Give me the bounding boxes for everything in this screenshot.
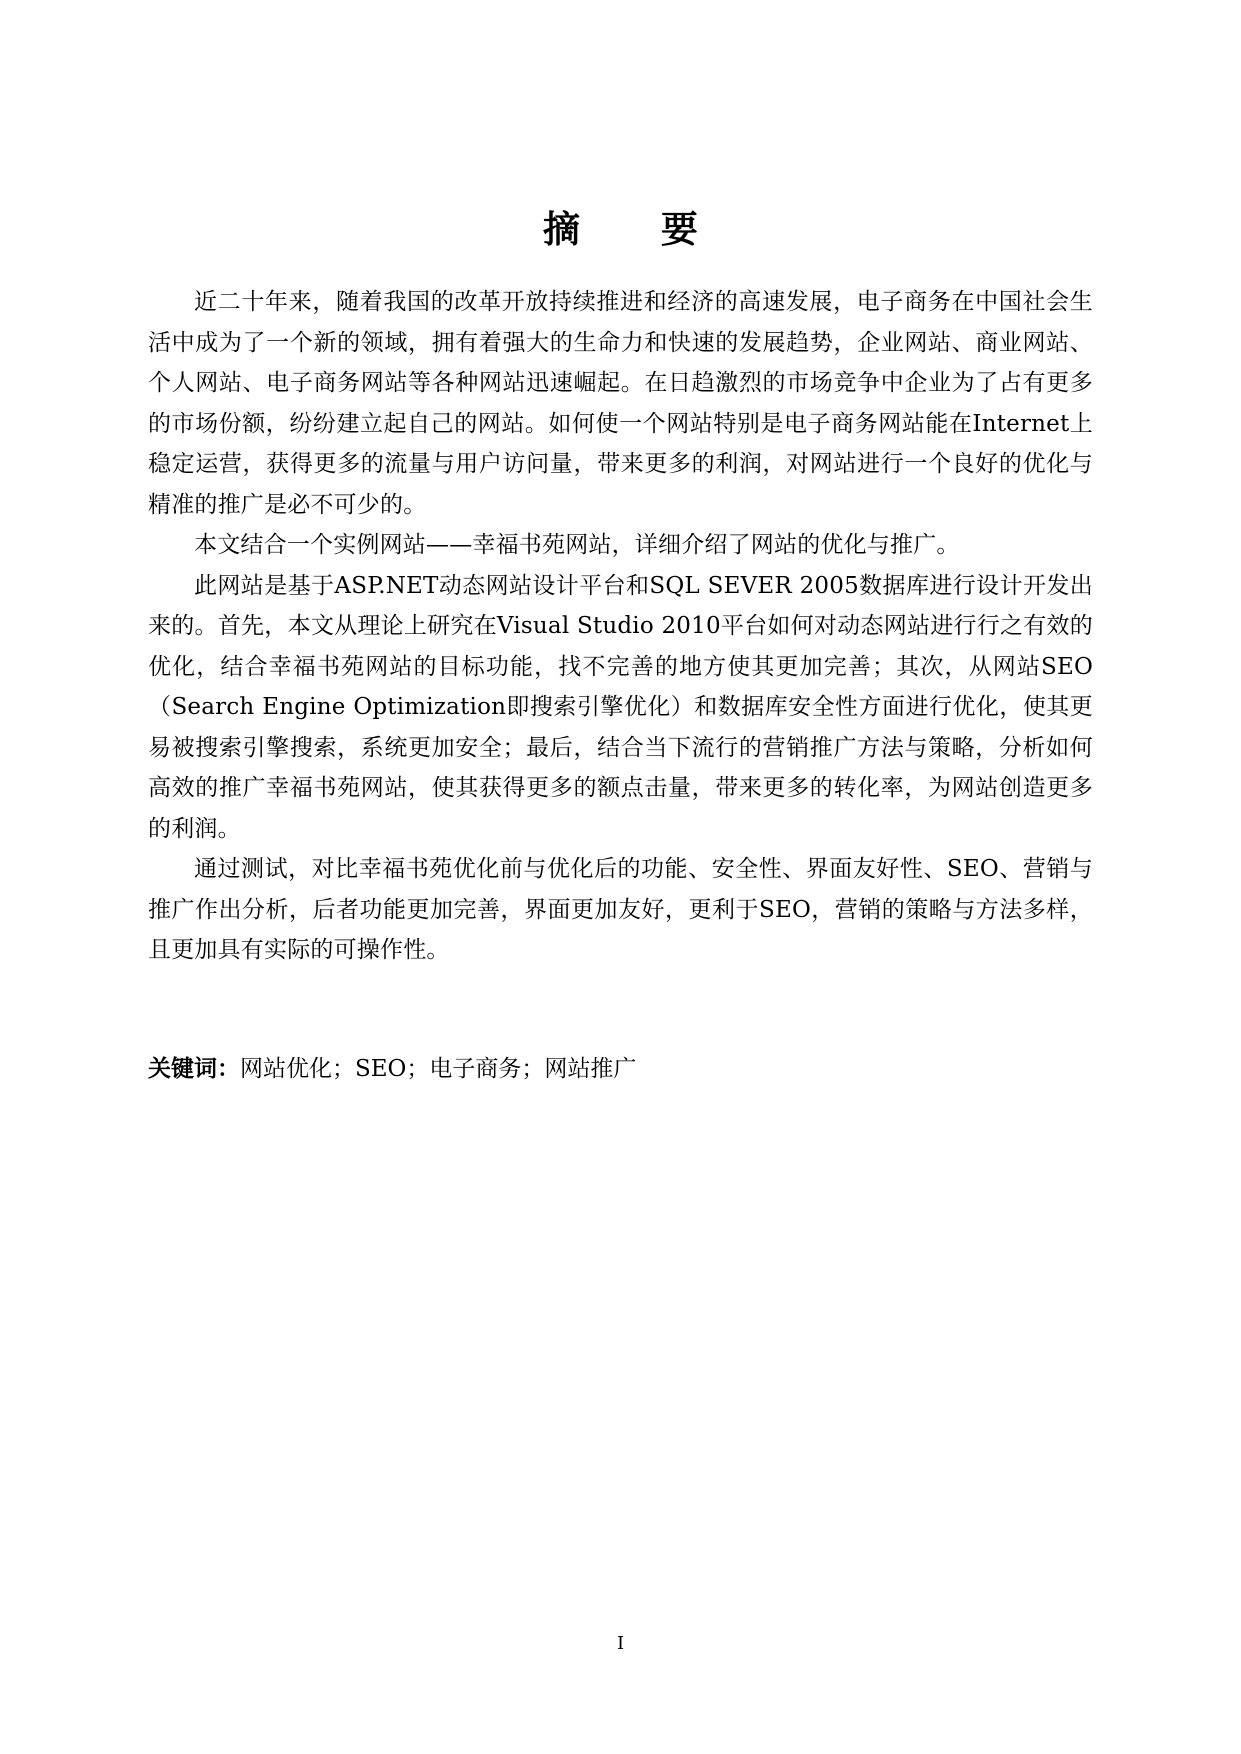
keywords-line xyxy=(148,1049,1093,1089)
page-number: I xyxy=(616,1633,625,1654)
abstract-paragraph-1: 近二十年来，随着我国的改革开放持续推进和经济的高速发展，电子商务在中国社会生活中成为了一个新的领域，拥有着强大的生命力和快速的发展趋势，企业网站、商业网站、个人网站、电子商务网站等各种网站迅速崛起。在日趋激烈的市场竞争中企业为了占有更多的市场份额，纷纷建立起自己的网站。如何使一个网站特别是电子商务网站能在Internet上稳定运营，获得更多的流量与用户访问量，带来更多的利润，对网站进行一个良好的优化与精准的推广是必不可少的。 xyxy=(148,289,1093,518)
keywords-value: 网站优化；SEO；电子商务；网站推广 xyxy=(240,1056,637,1082)
keywords-label: 关键词： xyxy=(148,1056,240,1082)
abstract-paragraph-4: 通过测试，对比幸福书苑优化前与优化后的功能、安全性、界面友好性、SEO、营销与推广作出分析，后者功能更加完善，界面更加友好，更利于SEO，营销的策略与方法多样，且更加具有实际的可操作性。 xyxy=(148,856,1093,963)
page-title: 摘 要 xyxy=(543,208,732,251)
abstract-paragraph-2: 本文结合一个实例网站——幸福书苑网站，详细介绍了网站的优化与推广。 xyxy=(194,532,960,558)
abstract-paragraph-3: 此网站是基于ASP.NET动态网站设计平台和SQL SEVER 2005数据库进行设计开发出来的。首先，本文从理论上研究在Visual Studio 2010平台如何对动态网站进行行之有效的优化，结合幸福书苑网站的目标功能，找不完善的地方使其更加完善；其次，从网站SEO（Search Engine Optimization即搜索引擎优化）和数据库安全性方面进行优化，使其更易被搜索引擎搜索，系统更加安全；最后，结合当下流行的营销推广方法与策略，分析如何高效的推广幸福书苑网站，使其获得更多的额点击量，带来更多的转化率，为网站创造更多的利润。 xyxy=(148,572,1093,842)
abstract-body xyxy=(148,282,1093,971)
